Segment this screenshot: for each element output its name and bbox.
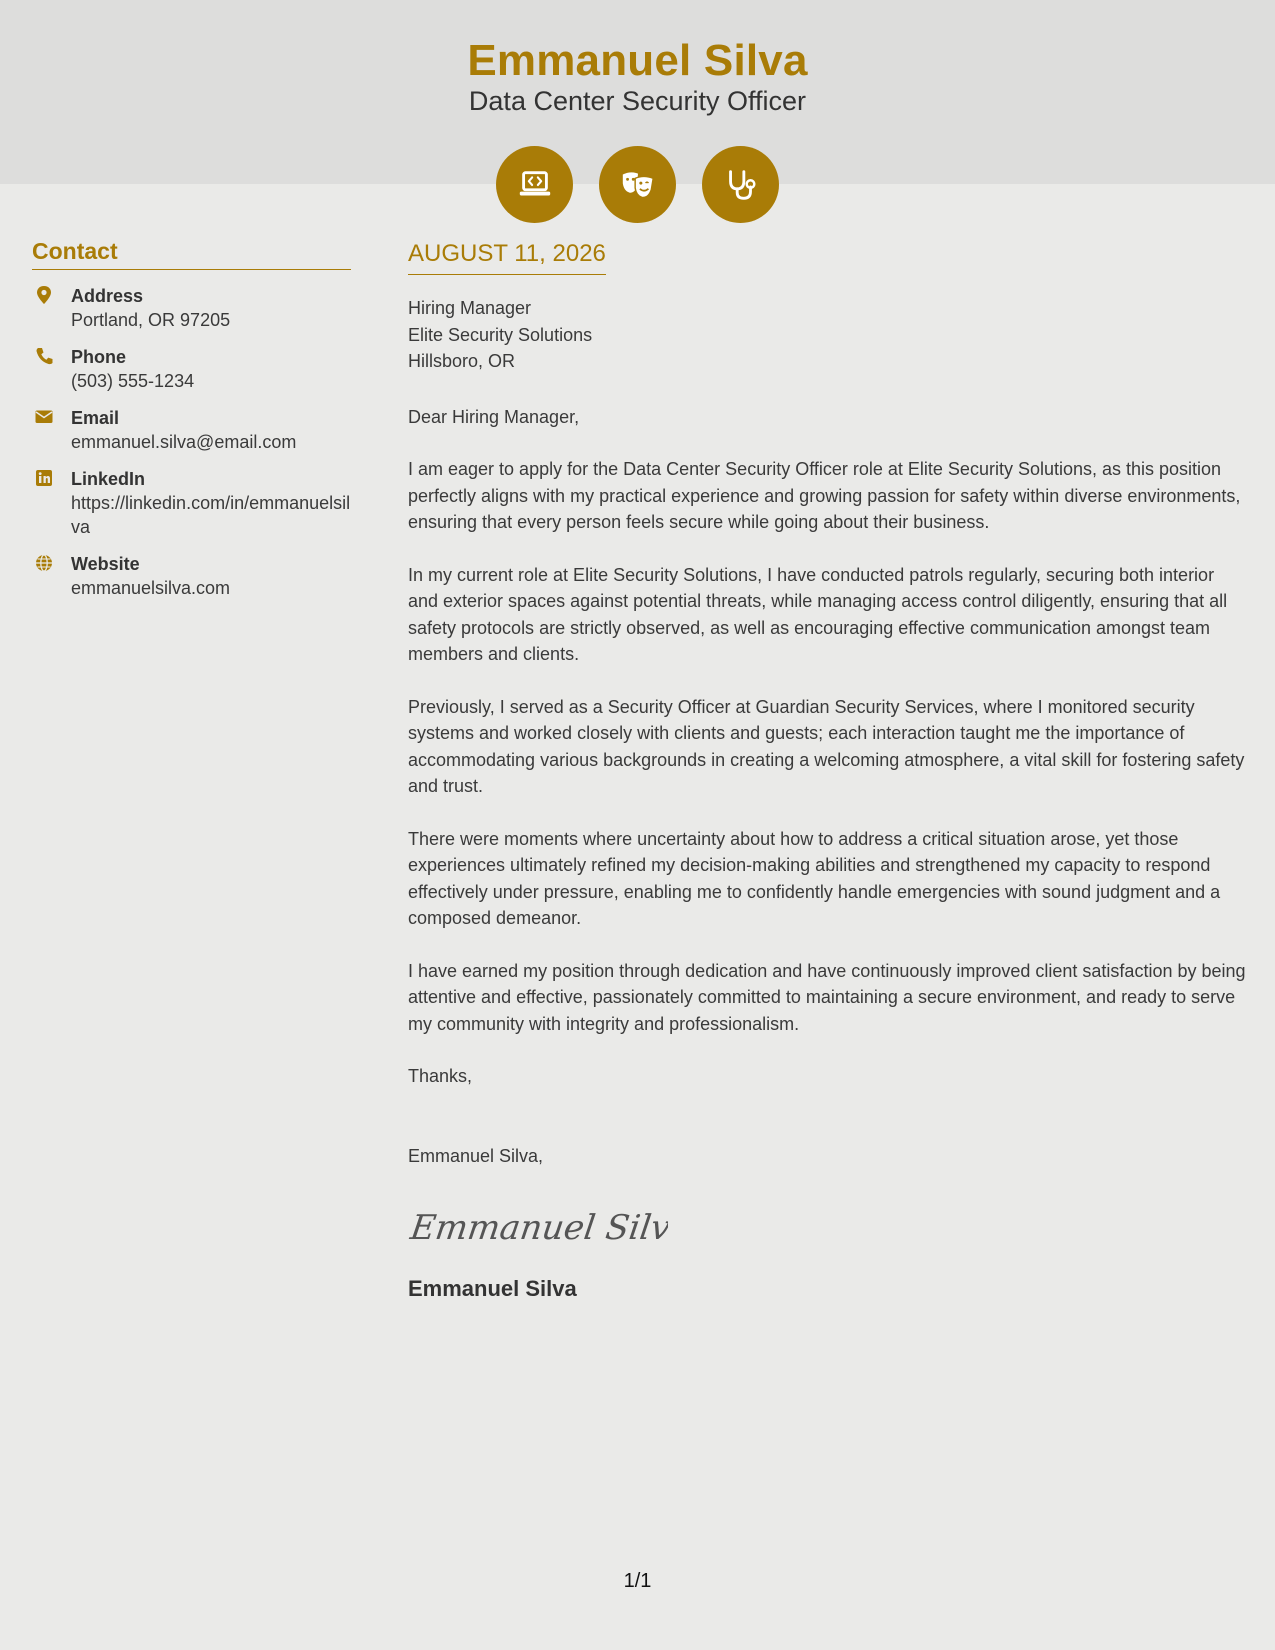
paragraph: There were moments where uncertainty about how to address a critical situation arose, yet those experiences ultimately refined my decision-making abilities and strengthened my capacity to respond effectively under pressure, enabling me to confidently handle emergencies with sound judgment and a composed demeanor. [408, 828, 1221, 928]
sidebar [32, 238, 351, 600]
printed-name: Emmanuel Silva [408, 1276, 577, 1301]
linkedin-icon [35, 468, 53, 488]
letter-body [408, 240, 1248, 1302]
recipient-company: Elite Security Solutions [408, 324, 593, 345]
contact-section-title: Contact [32, 238, 351, 270]
contact-phone [32, 345, 351, 393]
salutation: Dear Hiring Manager, [408, 406, 580, 427]
linkedin-value[interactable]: https://linkedin.com/in/emmanuelsilva [71, 493, 351, 537]
email-label: Email [71, 408, 120, 428]
globe-icon [35, 553, 53, 573]
letter-date: AUGUST 11, 2026 [408, 240, 606, 275]
website-label: Website [71, 554, 140, 574]
address-value: Portland, OR 97205 [71, 310, 231, 330]
paragraph: Previously, I served as a Security Officer at Guardian Security Services, where I monitored security systems and worked closely with clients and guests; each interaction taught me the importance of accommodating various backgrounds in creating a welcoming atmosphere, a vital skill for fostering safety and trust. [408, 696, 1245, 796]
letter-content [408, 404, 1248, 1170]
map-pin-icon [35, 285, 53, 305]
signature-text: Emmanuel Silva [408, 1208, 668, 1248]
stethoscope-icon [702, 146, 779, 223]
phone-icon [35, 346, 53, 366]
icon-row [496, 146, 780, 223]
paragraph: I am eager to apply for the Data Center Security Officer role at Elite Security Solutions, as this position perfectly aligns with my practical experience and growing passion for safety within diverse environments, ensuring that every person feels secure while going about their business. [408, 459, 1241, 532]
contact-address [32, 284, 351, 332]
recipient-block [408, 295, 1248, 375]
address-label: Address [71, 286, 144, 306]
closing: Thanks, [408, 1066, 473, 1086]
paragraph: I have earned my position through dedication and have continuously improved client satisfaction by being attentive and effective, passionately committed to maintaining a secure environment, and ready to serve my community with integrity and professionalism. [408, 960, 1246, 1034]
candidate-name: Emmanuel Silva [467, 36, 808, 85]
recipient-location: Hillsboro, OR [408, 351, 516, 371]
recipient-name: Hiring Manager [408, 298, 532, 318]
website-value[interactable]: emmanuelsilva.com [71, 578, 231, 598]
job-title: Data Center Security Officer [468, 86, 807, 116]
linkedin-label: LinkedIn [71, 469, 146, 489]
signoff: Emmanuel Silva, [408, 1145, 544, 1166]
phone-value: (503) 555-1234 [71, 371, 195, 391]
envelope-icon [35, 407, 53, 427]
email-value: emmanuel.silva@email.com [71, 432, 297, 452]
paragraph: In my current role at Elite Security Solutions, I have conducted patrols regularly, securing both interior and exterior spaces against potential threats, while managing access control diligently, ensuring that all safety protocols are strictly observed, as well as encouraging effective communication amongst team members and clients. [408, 564, 1228, 664]
page-number: 1/1 [623, 1570, 652, 1592]
contact-email [32, 406, 351, 454]
laptop-code-icon [496, 146, 573, 223]
contact-website [32, 552, 351, 600]
contact-linkedin [32, 467, 351, 539]
theater-masks-icon [599, 146, 676, 223]
phone-label: Phone [71, 347, 127, 367]
signature-image [408, 1191, 668, 1261]
